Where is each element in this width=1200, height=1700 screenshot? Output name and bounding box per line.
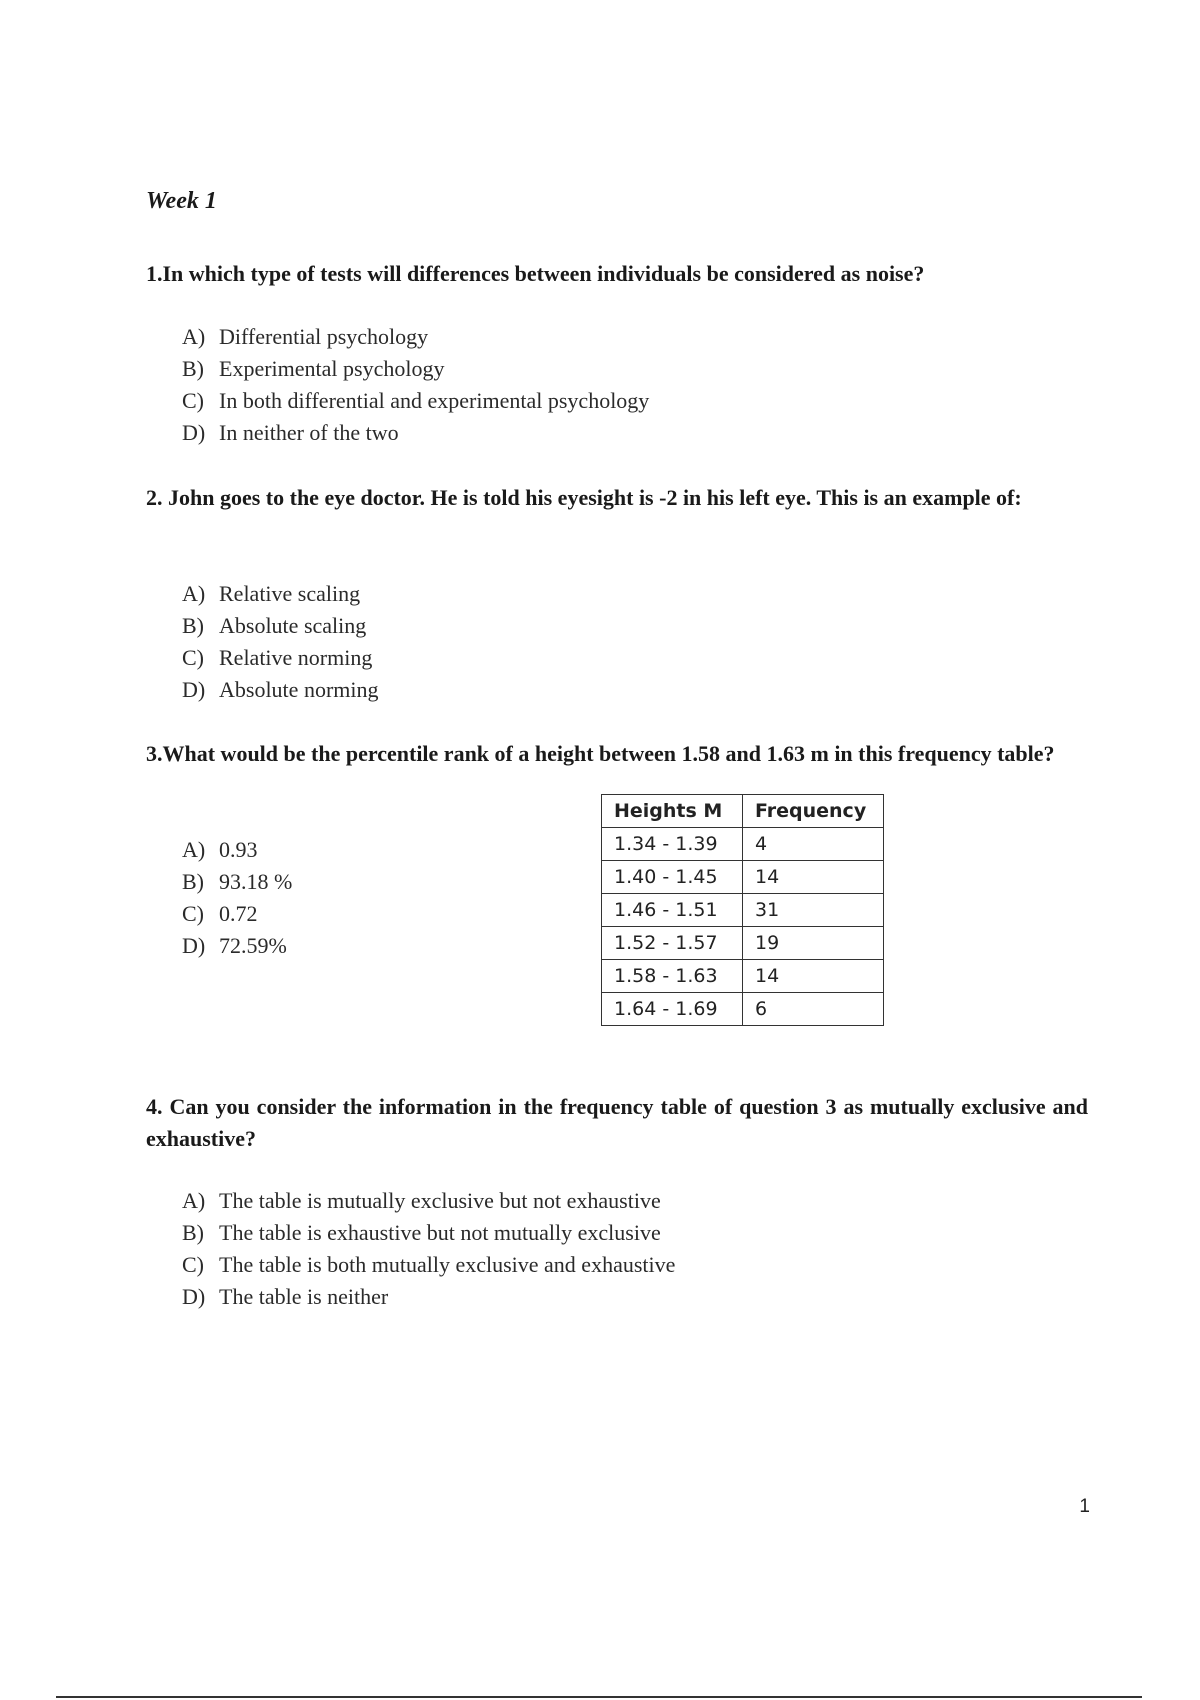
table-cell-height: 1.64 - 1.69: [602, 993, 743, 1026]
option-letter: C): [182, 388, 204, 413]
question-3-option-a: [182, 834, 292, 866]
table-cell-height: 1.58 - 1.63: [602, 960, 743, 993]
question-4-option-a: [182, 1185, 675, 1217]
question-4-option-c: [182, 1249, 675, 1281]
table-cell-height: 1.34 - 1.39: [602, 828, 743, 861]
frequency-table: [601, 794, 884, 1026]
question-4-text: 4. Can you consider the information in the frequency table of question 3 as mutually exclusive and exhaustive?: [146, 1094, 1088, 1151]
option-text: 0.72: [219, 901, 258, 926]
question-2-text: 2. John goes to the eye doctor. He is told his eyesight is -2 in his left eye. This is an example of:: [146, 485, 1022, 510]
page-number: 1: [1079, 1496, 1090, 1517]
table-cell-height: 1.52 - 1.57: [602, 927, 743, 960]
table-row: [602, 861, 884, 894]
question-2-option-a: [182, 578, 379, 610]
option-text: Relative norming: [219, 645, 373, 670]
question-3-option-d: [182, 930, 292, 962]
table-cell-height: 1.46 - 1.51: [602, 894, 743, 927]
option-letter: B): [182, 613, 204, 638]
table-cell-frequency: 31: [743, 894, 884, 927]
option-letter: C): [182, 1252, 204, 1277]
option-letter: D): [182, 1284, 206, 1309]
question-4-options: [182, 1185, 675, 1313]
table-row: [602, 993, 884, 1026]
table-row: [602, 828, 884, 861]
question-2-option-b: [182, 610, 379, 642]
option-letter: A): [182, 581, 206, 606]
table-cell-height: 1.40 - 1.45: [602, 861, 743, 894]
option-text: The table is mutually exclusive but not exhaustive: [219, 1188, 661, 1213]
option-text: The table is both mutually exclusive and exhaustive: [219, 1252, 676, 1277]
table-header-heights: Heights M: [602, 795, 743, 828]
question-1-text: 1.In which type of tests will differences between individuals be considered as noise?: [146, 261, 925, 286]
footer-divider: [56, 1696, 1142, 1698]
option-text: Relative scaling: [219, 581, 361, 606]
question-4-option-b: [182, 1217, 675, 1249]
question-2-option-c: [182, 642, 379, 674]
table-header-frequency: Frequency: [743, 795, 884, 828]
question-2-option-d: [182, 674, 379, 706]
option-letter: B): [182, 1220, 204, 1245]
option-letter: D): [182, 677, 206, 702]
question-1-option-c: [182, 385, 649, 417]
table-row: [602, 960, 884, 993]
option-letter: D): [182, 420, 206, 445]
table-header-row: [602, 795, 884, 828]
option-letter: A): [182, 1188, 206, 1213]
table-cell-frequency: 14: [743, 960, 884, 993]
option-letter: C): [182, 901, 204, 926]
table-cell-frequency: 4: [743, 828, 884, 861]
option-text: Experimental psychology: [219, 356, 445, 381]
option-text: The table is exhaustive but not mutually exclusive: [219, 1220, 661, 1245]
option-text: 0.93: [219, 837, 258, 862]
option-text: Absolute scaling: [219, 613, 367, 638]
option-letter: C): [182, 645, 204, 670]
question-4-option-d: [182, 1281, 675, 1313]
option-letter: A): [182, 837, 206, 862]
option-letter: B): [182, 356, 204, 381]
option-letter: A): [182, 324, 206, 349]
option-text: The table is neither: [219, 1284, 389, 1309]
question-3-text: 3.What would be the percentile rank of a height between 1.58 and 1.63 m in this frequency table?: [146, 741, 1055, 766]
option-text: Absolute norming: [219, 677, 379, 702]
question-1-options: [182, 321, 649, 449]
option-text: 72.59%: [219, 933, 287, 958]
option-text: Differential psychology: [219, 324, 429, 349]
question-2-options: [182, 578, 379, 706]
table-cell-frequency: 6: [743, 993, 884, 1026]
week-title: Week 1: [146, 188, 217, 214]
question-1-option-b: [182, 353, 649, 385]
table-cell-frequency: 14: [743, 861, 884, 894]
question-3-option-c: [182, 898, 292, 930]
table-row: [602, 927, 884, 960]
table-row: [602, 894, 884, 927]
question-1-option-d: [182, 417, 649, 449]
option-text: In both differential and experimental psychology: [219, 388, 650, 413]
question-3-option-b: [182, 866, 292, 898]
table-cell-frequency: 19: [743, 927, 884, 960]
question-3-options: [182, 834, 292, 962]
option-letter: B): [182, 869, 204, 894]
option-letter: D): [182, 933, 206, 958]
option-text: 93.18 %: [219, 869, 293, 894]
option-text: In neither of the two: [219, 420, 399, 445]
question-1-option-a: [182, 321, 649, 353]
